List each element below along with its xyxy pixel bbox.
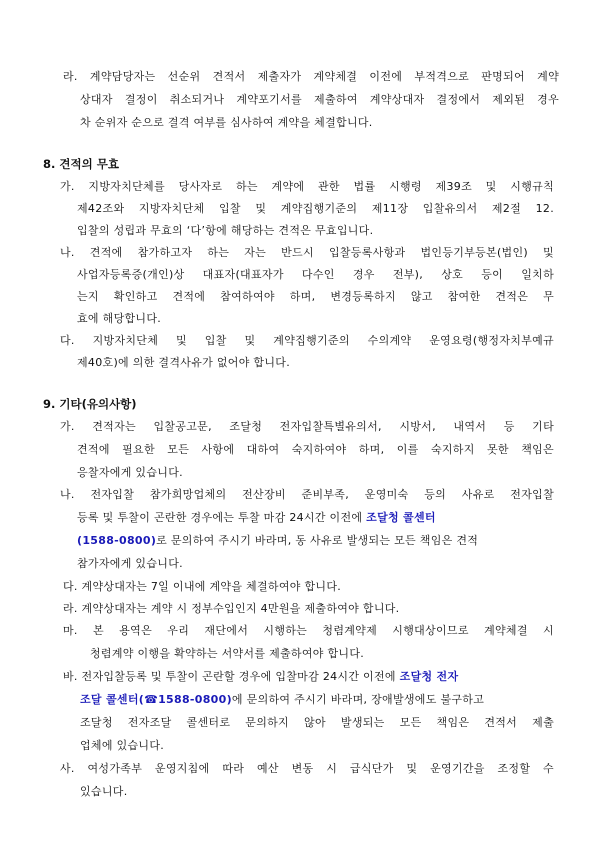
s9-sa-line2: 있습니다. [80, 785, 128, 798]
s8-ga-line3: 입찰의 성립과 무효의 ‘다’항에 해당하는 견적은 무효입니다. [77, 224, 374, 237]
item-ra-line1: 라. 계약담당자는 선순위 견적서 제출자가 계약체결 이전에 부적격으로 판명되어 계약 [63, 70, 559, 83]
item-ra-line3: 차 순위자 순으로 결격 여부를 심사하여 계약을 체결합니다. [80, 116, 373, 129]
s8-ga-line1: 가. 지방자치단체를 당사자로 하는 계약에 관한 법률 시행령 제39조 및 시행규칙 [60, 180, 554, 193]
s9-ga-line2: 견적에 필요한 모든 사항에 대하여 숙지하여야 하며, 이를 숙지하지 못한 책임은 [77, 443, 554, 456]
section8-title: 8. 견적의 무효 [43, 157, 119, 171]
s8-ga-line2: 제42조와 지방자치단체 입찰 및 계약집행기준의 제11장 입찰유의서 제2절 12. [77, 202, 554, 215]
s9-ba-line1 [63, 670, 458, 684]
s9-sa-line1: 사. 여성가족부 운영지침에 따라 예산 변동 시 급식단가 및 운영기간을 조정할 수 [60, 762, 554, 775]
s9-ba-line2-text: 에 문의하여 주시기 바라며, 장애발생에도 불구하고 [231, 693, 485, 706]
s9-ra-line: 라. 계약상대자는 계약 시 정부수입인지 4만원을 제출하여야 합니다. [63, 602, 400, 615]
s9-ba-line4: 업체에 있습니다. [80, 739, 165, 752]
s8-na-line1: 나. 견적에 참가하고자 하는 자는 반드시 입찰등록사항과 법인등기부등본(법인) 및 [60, 246, 554, 259]
s9-na-line3 [77, 534, 478, 548]
eprocurement-callcenter-number-highlight: 조달 콜센터(☎1588-0800) [80, 693, 232, 706]
item-ra-line2: 상대자 결정이 취소되거나 계약포기서를 제출하여 계약상대자 결정에서 제외된 경우 [80, 93, 559, 106]
s8-da-line1: 다. 지방자치단체 및 입찰 및 계약집행기준의 수의계약 운영요령(행정자치부예규 [60, 334, 554, 347]
s9-ba-line2 [80, 693, 484, 707]
s9-ba-line1-text: 바. 전자입찰등록 및 투찰이 곤란할 경우에 입찰마감 24시간 이전에 [63, 670, 400, 683]
callcenter-number-highlight: (1588-0800) [77, 534, 157, 547]
s8-na-line3: 는지 확인하고 견적에 참여하여야 하며, 변경등록하지 않고 참여한 견적은 무 [77, 290, 554, 303]
s9-ba-line3: 조달청 전자조달 콜센터로 문의하지 않아 발생되는 모든 책임은 견적서 제출 [80, 716, 554, 729]
s9-ga-line3: 응찰자에게 있습니다. [77, 466, 183, 479]
s9-ma-line1: 마. 본 용역은 우리 재단에서 시행하는 청렴계약제 시행대상이므로 계약체결 시 [63, 624, 554, 637]
section9-title: 9. 기타(유의사항) [43, 397, 137, 411]
s8-da-line2: 제40호)에 의한 결격사유가 없어야 합니다. [77, 356, 290, 369]
s9-na-line2-text: 등록 및 투찰이 곤란한 경우에는 투찰 마감 24시간 이전에 [77, 511, 367, 524]
s9-na-line1: 나. 전자입찰 참가희망업체의 전산장비 준비부족, 운영미숙 등의 사유로 전자입찰 [60, 488, 554, 501]
s9-ga-line1: 가. 견적자는 입찰공고문, 조달청 전자입찰특별유의서, 시방서, 내역서 등 기타 [60, 420, 554, 433]
s8-na-line2: 사업자등록증(개인)상 대표자(대표자가 다수인 경우 전부), 상호 등이 일치하 [77, 268, 555, 281]
eprocurement-callcenter-highlight: 조달청 전자 [399, 670, 459, 683]
s9-da-line: 다. 계약상대자는 7일 이내에 계약을 체결하여야 합니다. [63, 580, 342, 593]
callcenter-highlight: 조달청 콜센터 [366, 511, 436, 524]
s9-na-line4: 참가자에게 있습니다. [77, 557, 183, 570]
s9-na-line3-text: 로 문의하여 주시기 바라며, 동 사유로 발생되는 모든 책임은 견적 [156, 534, 479, 547]
s8-na-line4: 효에 해당합니다. [77, 312, 162, 325]
s9-na-line2 [77, 511, 436, 525]
s9-ma-line2: 청렴계약 이행을 확약하는 서약서를 제출하여야 합니다. [90, 647, 365, 660]
